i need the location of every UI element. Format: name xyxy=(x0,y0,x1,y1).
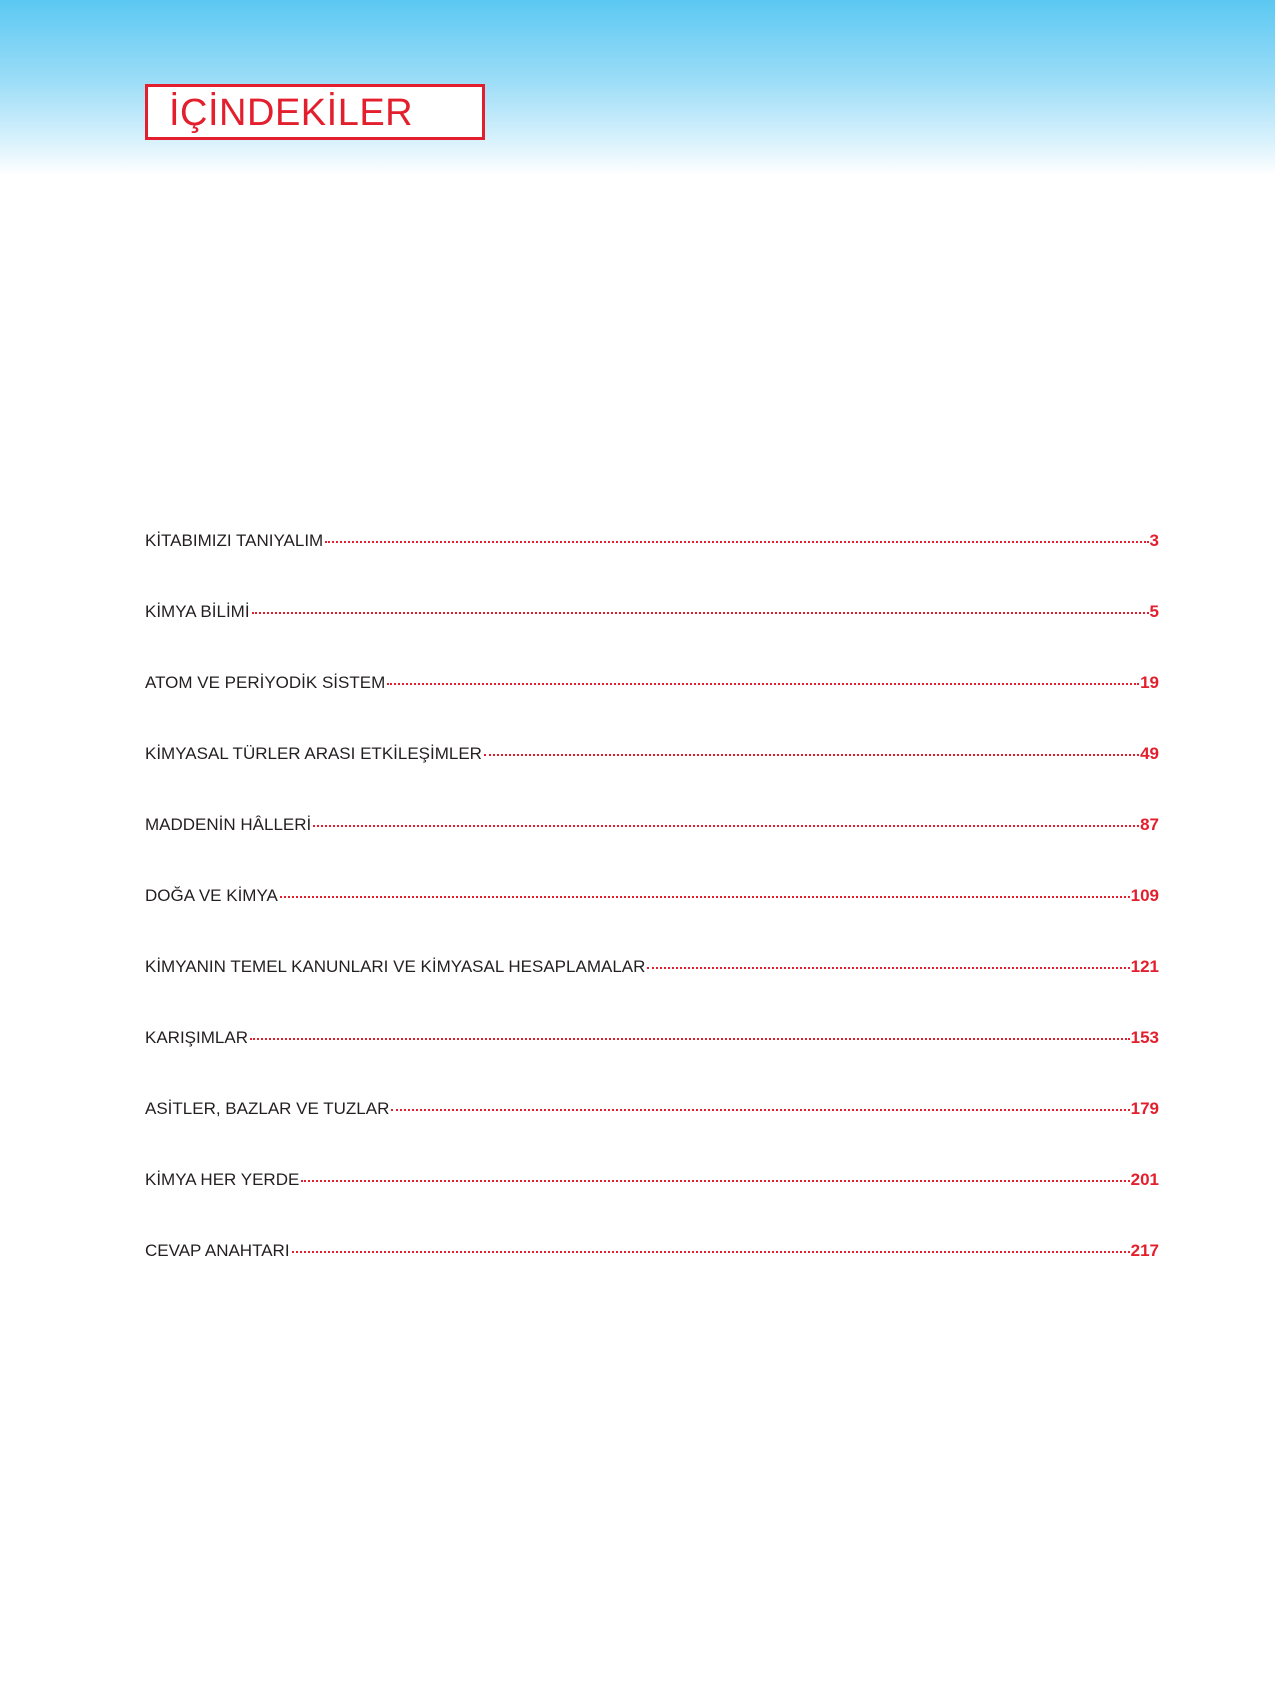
toc-entry[interactable] xyxy=(145,1099,1159,1170)
toc-entry-title: KİMYASAL TÜRLER ARASI ETKİLEŞİMLER xyxy=(145,744,482,763)
toc-entry-page: 87 xyxy=(1140,815,1159,834)
toc-entry-page: 153 xyxy=(1130,1028,1159,1047)
dot-leader xyxy=(313,825,1139,827)
toc-entry[interactable] xyxy=(145,744,1159,815)
toc-entry[interactable] xyxy=(145,1028,1159,1099)
toc-entry-title: MADDENİN HÂLLERİ xyxy=(145,815,312,834)
dot-leader xyxy=(325,541,1148,543)
toc-entry-page: 217 xyxy=(1130,1241,1159,1260)
toc-entry-page: 3 xyxy=(1149,531,1159,550)
toc-entry-title: ATOM VE PERİYODİK SİSTEM xyxy=(145,673,386,692)
toc-entry-page: 5 xyxy=(1149,602,1159,621)
toc-entry-title: KİMYA HER YERDE xyxy=(145,1170,300,1189)
dot-leader xyxy=(280,896,1130,898)
toc-entry-title: KİTABIMIZI TANIYALIM xyxy=(145,531,324,550)
toc-entry-title: KARIŞIMLAR xyxy=(145,1028,248,1047)
table-of-contents xyxy=(145,531,1159,1312)
toc-entry-page: 49 xyxy=(1140,744,1159,763)
page-title-box xyxy=(145,84,485,140)
toc-entry-title: ASİTLER, BAZLAR VE TUZLAR xyxy=(145,1099,390,1118)
toc-entry-page: 109 xyxy=(1130,886,1159,905)
toc-entry-page: 19 xyxy=(1140,673,1159,692)
toc-entry[interactable] xyxy=(145,531,1159,602)
page-title: İÇİNDEKİLER xyxy=(169,92,414,134)
dot-leader xyxy=(391,1109,1129,1111)
toc-entry-title: KİMYANIN TEMEL KANUNLARI VE KİMYASAL HESAPLAMALAR xyxy=(145,957,646,976)
dot-leader xyxy=(252,612,1149,614)
toc-entry[interactable] xyxy=(145,673,1159,744)
toc-entry-page: 179 xyxy=(1130,1099,1159,1118)
toc-entry[interactable] xyxy=(145,1241,1159,1312)
toc-entry-title: KİMYA BİLİMİ xyxy=(145,602,250,621)
dot-leader xyxy=(484,754,1139,756)
toc-entry-title: DOĞA VE KİMYA xyxy=(145,886,278,905)
toc-entry-page: 121 xyxy=(1130,957,1159,976)
toc-entry[interactable] xyxy=(145,957,1159,1028)
dot-leader xyxy=(250,1038,1130,1040)
toc-entry[interactable] xyxy=(145,602,1159,673)
toc-entry[interactable] xyxy=(145,815,1159,886)
toc-entry[interactable] xyxy=(145,1170,1159,1241)
toc-entry-page: 201 xyxy=(1130,1170,1159,1189)
dot-leader xyxy=(387,683,1139,685)
toc-entry[interactable] xyxy=(145,886,1159,957)
dot-leader xyxy=(301,1180,1129,1182)
toc-entry-title: CEVAP ANAHTARI xyxy=(145,1241,290,1260)
dot-leader xyxy=(292,1251,1130,1253)
dot-leader xyxy=(647,967,1129,969)
